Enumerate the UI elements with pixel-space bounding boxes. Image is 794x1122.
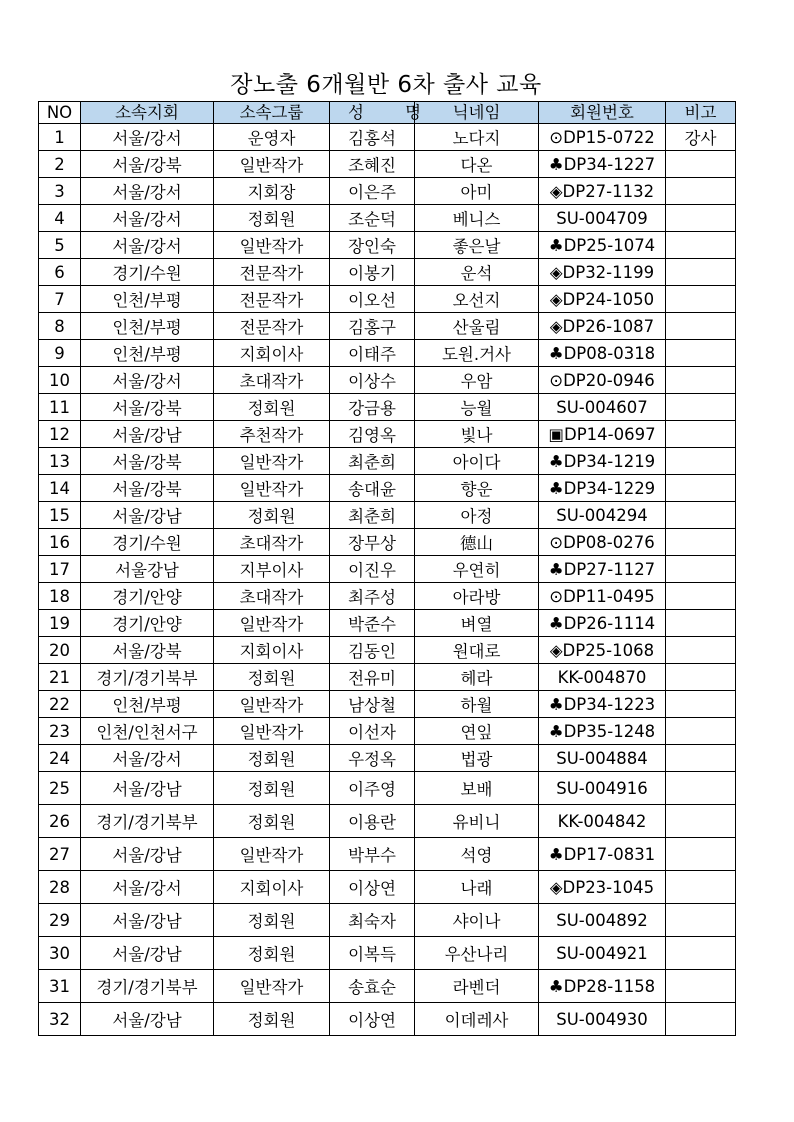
table-header-row	[39, 102, 736, 124]
header-nickname: 닉네임	[415, 102, 539, 124]
cell-note	[666, 937, 736, 970]
cell-nickname: 운석	[415, 259, 539, 286]
cell-nickname: 하월	[415, 691, 539, 718]
cell-member-id: SU-004709	[539, 205, 666, 232]
cell-group: 추천작가	[214, 421, 330, 448]
table-row	[39, 664, 736, 691]
cell-member-id: ▣DP14-0697	[539, 421, 666, 448]
cell-no: 27	[39, 838, 81, 871]
cell-group: 일반작가	[214, 151, 330, 178]
cell-branch: 서울/강서	[81, 871, 214, 904]
cell-nickname: 원대로	[415, 637, 539, 664]
cell-nickname: 베니스	[415, 205, 539, 232]
cell-note	[666, 805, 736, 838]
cell-name: 최춘희	[330, 448, 415, 475]
cell-group: 정회원	[214, 502, 330, 529]
table-row	[39, 151, 736, 178]
cell-group: 지회이사	[214, 637, 330, 664]
cell-name: 이봉기	[330, 259, 415, 286]
cell-member-id: ◈DP26-1087	[539, 313, 666, 340]
cell-name: 장무상	[330, 529, 415, 556]
cell-branch: 서울/강남	[81, 937, 214, 970]
cell-name: 박준수	[330, 610, 415, 637]
cell-branch: 서울/강서	[81, 205, 214, 232]
cell-group: 지회이사	[214, 340, 330, 367]
cell-group: 정회원	[214, 904, 330, 937]
cell-nickname: 아이다	[415, 448, 539, 475]
table-row	[39, 745, 736, 772]
cell-member-id: SU-004294	[539, 502, 666, 529]
cell-branch: 서울/강서	[81, 745, 214, 772]
cell-branch: 서울/강서	[81, 367, 214, 394]
header-branch: 소속지회	[81, 102, 214, 124]
cell-member-id: KK-004842	[539, 805, 666, 838]
cell-note	[666, 970, 736, 1003]
cell-note	[666, 1003, 736, 1036]
table-row	[39, 286, 736, 313]
cell-member-id: ♣DP34-1227	[539, 151, 666, 178]
cell-no: 7	[39, 286, 81, 313]
cell-note	[666, 421, 736, 448]
cell-group: 지회장	[214, 178, 330, 205]
cell-branch: 경기/경기북부	[81, 805, 214, 838]
table-row	[39, 583, 736, 610]
cell-member-id: ◈DP27-1132	[539, 178, 666, 205]
cell-group: 정회원	[214, 394, 330, 421]
cell-group: 정회원	[214, 772, 330, 805]
cell-member-id: ♣DP08-0318	[539, 340, 666, 367]
cell-no: 23	[39, 718, 81, 745]
cell-note	[666, 772, 736, 805]
cell-nickname: 우암	[415, 367, 539, 394]
cell-member-id: ♣DP28-1158	[539, 970, 666, 1003]
cell-member-id: ◈DP25-1068	[539, 637, 666, 664]
cell-note	[666, 664, 736, 691]
cell-note	[666, 232, 736, 259]
cell-no: 17	[39, 556, 81, 583]
table-row	[39, 124, 736, 151]
cell-branch: 서울/강북	[81, 637, 214, 664]
cell-name: 송효순	[330, 970, 415, 1003]
cell-no: 24	[39, 745, 81, 772]
table-row	[39, 838, 736, 871]
cell-nickname: 아미	[415, 178, 539, 205]
cell-member-id: ◈DP24-1050	[539, 286, 666, 313]
cell-nickname: 샤이나	[415, 904, 539, 937]
cell-note	[666, 475, 736, 502]
cell-member-id: KK-004870	[539, 664, 666, 691]
cell-group: 전문작가	[214, 259, 330, 286]
cell-name: 김영옥	[330, 421, 415, 448]
cell-member-id: SU-004930	[539, 1003, 666, 1036]
table-row	[39, 556, 736, 583]
cell-nickname: 좋은날	[415, 232, 539, 259]
table-row	[39, 529, 736, 556]
cell-member-id: ♣DP27-1127	[539, 556, 666, 583]
header-group: 소속그룹	[214, 102, 330, 124]
cell-no: 18	[39, 583, 81, 610]
cell-nickname: 석영	[415, 838, 539, 871]
cell-no: 4	[39, 205, 81, 232]
cell-member-id: ⊙DP20-0946	[539, 367, 666, 394]
cell-branch: 인천/부평	[81, 313, 214, 340]
cell-note	[666, 718, 736, 745]
cell-no: 2	[39, 151, 81, 178]
cell-group: 일반작가	[214, 610, 330, 637]
cell-no: 11	[39, 394, 81, 421]
cell-name: 이복득	[330, 937, 415, 970]
cell-nickname: 라벤더	[415, 970, 539, 1003]
cell-name: 이상수	[330, 367, 415, 394]
header-note: 비고	[666, 102, 736, 124]
cell-note	[666, 556, 736, 583]
cell-note	[666, 583, 736, 610]
table-row	[39, 394, 736, 421]
cell-nickname: 산울림	[415, 313, 539, 340]
table-row	[39, 178, 736, 205]
cell-note	[666, 259, 736, 286]
cell-branch: 서울/강서	[81, 232, 214, 259]
header-name	[330, 102, 440, 124]
cell-name: 이은주	[330, 178, 415, 205]
table-row	[39, 970, 736, 1003]
cell-member-id: ♣DP34-1223	[539, 691, 666, 718]
table-row	[39, 313, 736, 340]
cell-group: 일반작가	[214, 691, 330, 718]
header-no: NO	[39, 102, 81, 124]
cell-nickname: 법광	[415, 745, 539, 772]
cell-member-id: ⊙DP15-0722	[539, 124, 666, 151]
table-row	[39, 502, 736, 529]
cell-group: 정회원	[214, 805, 330, 838]
cell-name: 최주성	[330, 583, 415, 610]
cell-branch: 서울/강남	[81, 904, 214, 937]
cell-branch: 인천/부평	[81, 286, 214, 313]
cell-note	[666, 502, 736, 529]
cell-name: 우정옥	[330, 745, 415, 772]
cell-group: 정회원	[214, 1003, 330, 1036]
cell-nickname: 아정	[415, 502, 539, 529]
cell-member-id: ⊙DP11-0495	[539, 583, 666, 610]
cell-note	[666, 205, 736, 232]
cell-branch: 인천/인천서구	[81, 718, 214, 745]
cell-no: 5	[39, 232, 81, 259]
cell-member-id: ♣DP34-1219	[539, 448, 666, 475]
cell-nickname: 德山	[415, 529, 539, 556]
cell-branch: 서울/강남	[81, 772, 214, 805]
cell-note	[666, 286, 736, 313]
cell-group: 초대작가	[214, 583, 330, 610]
cell-nickname: 우산나리	[415, 937, 539, 970]
cell-no: 31	[39, 970, 81, 1003]
cell-branch: 서울/강서	[81, 178, 214, 205]
cell-branch: 인천/부평	[81, 691, 214, 718]
cell-no: 25	[39, 772, 81, 805]
cell-branch: 경기/경기북부	[81, 970, 214, 1003]
cell-nickname: 헤라	[415, 664, 539, 691]
cell-branch: 서울/강남	[81, 502, 214, 529]
table-row	[39, 340, 736, 367]
cell-no: 3	[39, 178, 81, 205]
cell-group: 일반작가	[214, 970, 330, 1003]
cell-nickname: 유비니	[415, 805, 539, 838]
cell-nickname: 다온	[415, 151, 539, 178]
cell-branch: 서울강남	[81, 556, 214, 583]
cell-group: 정회원	[214, 937, 330, 970]
cell-nickname: 오선지	[415, 286, 539, 313]
table-row	[39, 232, 736, 259]
cell-branch: 경기/수원	[81, 259, 214, 286]
cell-no: 20	[39, 637, 81, 664]
cell-member-id: ⊙DP08-0276	[539, 529, 666, 556]
cell-no: 1	[39, 124, 81, 151]
cell-note	[666, 610, 736, 637]
cell-note	[666, 367, 736, 394]
cell-no: 26	[39, 805, 81, 838]
cell-member-id: ♣DP17-0831	[539, 838, 666, 871]
cell-name: 이주영	[330, 772, 415, 805]
cell-name: 전유미	[330, 664, 415, 691]
cell-member-id: ♣DP26-1114	[539, 610, 666, 637]
cell-branch: 경기/안양	[81, 583, 214, 610]
table-row	[39, 691, 736, 718]
table-row	[39, 1003, 736, 1036]
cell-name: 이상연	[330, 1003, 415, 1036]
cell-no: 15	[39, 502, 81, 529]
cell-name: 이용란	[330, 805, 415, 838]
cell-no: 14	[39, 475, 81, 502]
table-row	[39, 421, 736, 448]
cell-no: 16	[39, 529, 81, 556]
cell-note	[666, 340, 736, 367]
cell-name: 남상철	[330, 691, 415, 718]
cell-member-id: SU-004884	[539, 745, 666, 772]
table-row	[39, 937, 736, 970]
table-row	[39, 610, 736, 637]
cell-no: 10	[39, 367, 81, 394]
cell-name: 송대윤	[330, 475, 415, 502]
cell-member-id: SU-004921	[539, 937, 666, 970]
cell-name: 김홍석	[330, 124, 415, 151]
cell-nickname: 빛나	[415, 421, 539, 448]
cell-branch: 경기/경기북부	[81, 664, 214, 691]
cell-name: 최춘희	[330, 502, 415, 529]
cell-name: 장인숙	[330, 232, 415, 259]
table-row	[39, 448, 736, 475]
cell-no: 28	[39, 871, 81, 904]
cell-note	[666, 151, 736, 178]
cell-branch: 서울/강서	[81, 124, 214, 151]
table-row	[39, 772, 736, 805]
cell-note	[666, 691, 736, 718]
cell-group: 초대작가	[214, 367, 330, 394]
cell-no: 30	[39, 937, 81, 970]
cell-branch: 경기/안양	[81, 610, 214, 637]
cell-nickname: 우연히	[415, 556, 539, 583]
cell-name: 김홍구	[330, 313, 415, 340]
cell-name: 박부수	[330, 838, 415, 871]
table-row	[39, 871, 736, 904]
cell-no: 6	[39, 259, 81, 286]
cell-no: 12	[39, 421, 81, 448]
table-row	[39, 637, 736, 664]
cell-no: 19	[39, 610, 81, 637]
cell-name: 조혜진	[330, 151, 415, 178]
table-row	[39, 205, 736, 232]
cell-member-id: SU-004916	[539, 772, 666, 805]
cell-branch: 서울/강북	[81, 151, 214, 178]
cell-member-id: SU-004892	[539, 904, 666, 937]
cell-group: 초대작가	[214, 529, 330, 556]
cell-member-id: ♣DP35-1248	[539, 718, 666, 745]
cell-branch: 서울/강북	[81, 448, 214, 475]
cell-group: 정회원	[214, 745, 330, 772]
cell-branch: 서울/강남	[81, 1003, 214, 1036]
table-row	[39, 805, 736, 838]
cell-no: 32	[39, 1003, 81, 1036]
cell-group: 전문작가	[214, 313, 330, 340]
cell-branch: 서울/강남	[81, 421, 214, 448]
cell-note	[666, 313, 736, 340]
cell-nickname: 능월	[415, 394, 539, 421]
page-title: 장노출 6개월반 6차 출사 교육	[230, 72, 542, 98]
cell-group: 일반작가	[214, 232, 330, 259]
cell-group: 지부이사	[214, 556, 330, 583]
cell-note: 강사	[666, 124, 736, 151]
cell-group: 운영자	[214, 124, 330, 151]
cell-nickname: 이데레사	[415, 1003, 539, 1036]
cell-no: 9	[39, 340, 81, 367]
cell-nickname: 보배	[415, 772, 539, 805]
table-row	[39, 367, 736, 394]
cell-name: 이선자	[330, 718, 415, 745]
cell-branch: 서울/강북	[81, 475, 214, 502]
cell-note	[666, 448, 736, 475]
table-row	[39, 904, 736, 937]
cell-group: 일반작가	[214, 718, 330, 745]
cell-member-id: ♣DP25-1074	[539, 232, 666, 259]
table-row	[39, 718, 736, 745]
cell-group: 일반작가	[214, 838, 330, 871]
cell-no: 8	[39, 313, 81, 340]
cell-name: 최숙자	[330, 904, 415, 937]
cell-name: 이태주	[330, 340, 415, 367]
cell-group: 일반작가	[214, 448, 330, 475]
cell-group: 정회원	[214, 205, 330, 232]
cell-note	[666, 394, 736, 421]
cell-branch: 서울/강남	[81, 838, 214, 871]
cell-note	[666, 529, 736, 556]
header-name-label: 성 명	[348, 102, 440, 122]
table-row	[39, 259, 736, 286]
cell-group: 정회원	[214, 664, 330, 691]
cell-group: 지회이사	[214, 871, 330, 904]
cell-nickname: 나래	[415, 871, 539, 904]
cell-no: 29	[39, 904, 81, 937]
cell-note	[666, 637, 736, 664]
cell-nickname: 향운	[415, 475, 539, 502]
member-table	[38, 101, 736, 1036]
cell-member-id: ♣DP34-1229	[539, 475, 666, 502]
cell-name: 강금용	[330, 394, 415, 421]
cell-name: 조순덕	[330, 205, 415, 232]
cell-nickname: 아라방	[415, 583, 539, 610]
cell-note	[666, 178, 736, 205]
cell-member-id: ◈DP32-1199	[539, 259, 666, 286]
cell-nickname: 벼열	[415, 610, 539, 637]
cell-branch: 경기/수원	[81, 529, 214, 556]
cell-note	[666, 838, 736, 871]
cell-note	[666, 871, 736, 904]
cell-member-id: SU-004607	[539, 394, 666, 421]
table-row	[39, 475, 736, 502]
cell-nickname: 도원.거사	[415, 340, 539, 367]
cell-note	[666, 904, 736, 937]
cell-branch: 서울/강북	[81, 394, 214, 421]
cell-name: 이진우	[330, 556, 415, 583]
header-member-id: 회원번호	[539, 102, 666, 124]
cell-no: 13	[39, 448, 81, 475]
cell-note	[666, 745, 736, 772]
cell-group: 일반작가	[214, 475, 330, 502]
cell-nickname: 노다지	[415, 124, 539, 151]
cell-no: 21	[39, 664, 81, 691]
cell-group: 전문작가	[214, 286, 330, 313]
table-body	[39, 124, 736, 1036]
cell-no: 22	[39, 691, 81, 718]
cell-name: 이오선	[330, 286, 415, 313]
cell-member-id: ◈DP23-1045	[539, 871, 666, 904]
cell-nickname: 연잎	[415, 718, 539, 745]
cell-name: 이상연	[330, 871, 415, 904]
cell-name: 김동인	[330, 637, 415, 664]
cell-branch: 인천/부평	[81, 340, 214, 367]
